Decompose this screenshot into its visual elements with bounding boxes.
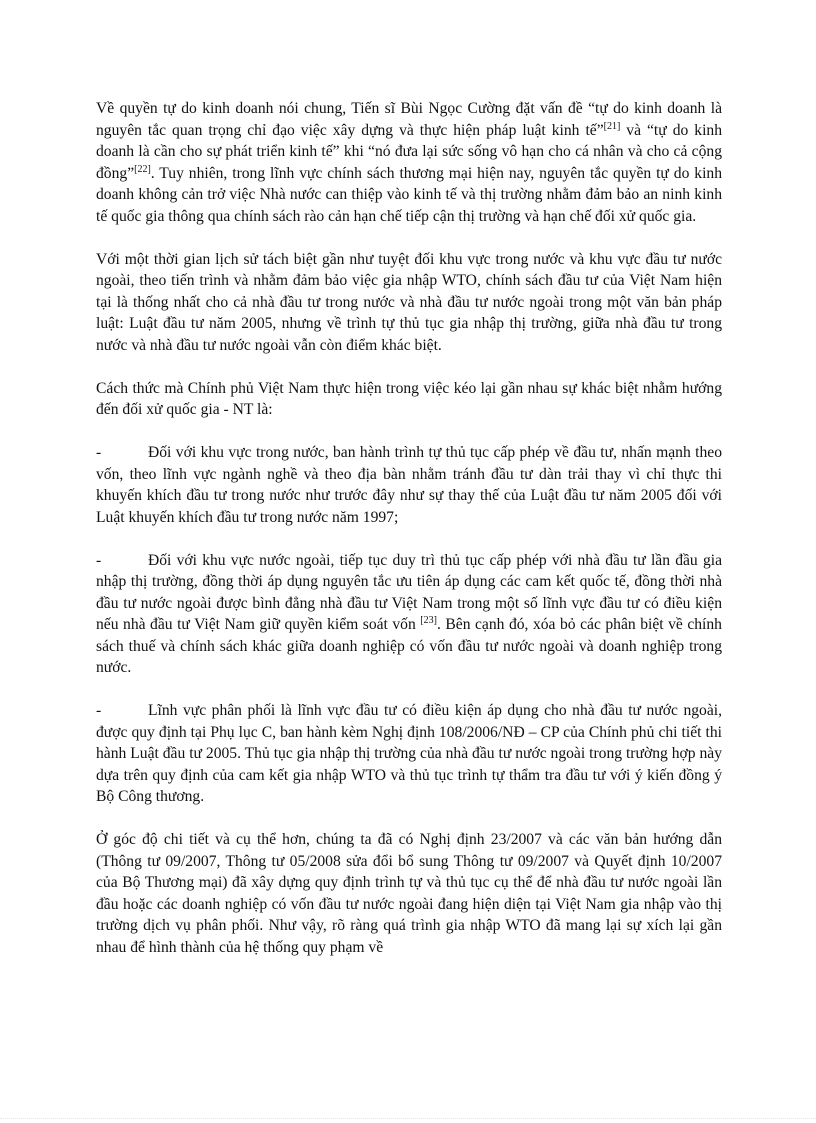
dash-marker: - (96, 444, 102, 461)
bullet-text: Đối với khu vực trong nước, ban hành trình tự thủ tục cấp phép về đầu tư, nhấn mạnh theo vốn, theo lĩnh vực ngành nghề và theo địa bàn nhằm tránh đầu tư dàn trải thay vì chỉ thực thi khuyến khích đầu tư trong nước như trước đây như sự thay thế của Luật đầu tư năm 2005 đối với Luật khuyến khích đầu tư trong nước năm 1997; (96, 444, 722, 526)
footnote-ref-23[interactable]: [23] (420, 615, 437, 626)
bullet-text: Lĩnh vực phân phối là lĩnh vực đầu tư có điều kiện áp dụng cho nhà đầu tư nước ngoài, được quy định tại Phụ lục C, ban hành kèm Nghị định 108/2006/NĐ – CP của Chính phủ chi tiết thi hành Luật đầu tư 2005. Thủ tục gia nhập thị trường của nhà đầu tư nước ngoài trong trường hợp này dựa trên quy định của cam kết gia nhập WTO và thủ tục trình tự thẩm tra đầu tư với ý kiến đồng ý Bộ Công thương. (96, 702, 722, 805)
dash-marker: - (96, 702, 102, 719)
document-body (96, 98, 722, 980)
paragraph-text: . Tuy nhiên, trong lĩnh vực chính sách thương mại hiện nay, nguyên tắc quyền tự do kinh doanh không cản trở việc Nhà nước can thiệp vào kinh tế và thị trường nhằm đảm bảo an ninh kinh tế quốc gia thông qua chính sách rào cản hạn chế tiếp cận thị trường và hạn chế đối xử quốc gia. (96, 164, 722, 225)
bullet-text: . Bên cạnh đó, xóa bỏ các phân biệt về chính sách thuế và chính sách khác giữa doanh nghiệp có vốn đầu tư nước ngoài và doanh nghiệp trong nước. (96, 616, 722, 676)
paragraph-government-approach: Cách thức mà Chính phủ Việt Nam thực hiện trong việc kéo lại gần nhau sự khác biệt nhằm hướng đến đối xử quốc gia - NT là: (96, 379, 722, 418)
bullet-item-distribution (96, 700, 722, 808)
bullet-item-domestic (96, 442, 722, 528)
bullet-item-foreign (96, 550, 722, 679)
paragraph-investment-policy: Với một thời gian lịch sử tách biệt gần như tuyệt đối khu vực trong nước và khu vực đầu tư nước ngoài, theo tiến trình và nhằm đảm bảo việc gia nhập WTO, chính sách đầu tư của Việt Nam hiện tại là thống nhất cho cả nhà đầu tư trong nước và nhà đầu tư nước ngoài trong một văn bản pháp luật: Luật đầu tư năm 2005, nhưng về trình tự thủ tục gia nhập thị trường, giữa nhà đầu tư trong nước và nhà đầu tư nước ngoài vẫn còn điểm khác biệt. (96, 250, 722, 354)
paragraph-closing: Ở góc độ chi tiết và cụ thể hơn, chúng ta đã có Nghị định 23/2007 và các văn bản hướng dẫn (Thông tư 09/2007, Thông tư 05/2008 sửa đổi bổ sung Thông tư 09/2007 và Quyết định 10/2007 của Bộ Thương mại) đã xây dựng quy định trình tự và thủ tục cụ thể để nhà đầu tư nước ngoài lần đầu hoặc các doanh nghiệp có vốn đầu tư nước ngoài đang hiện diện tại Việt Nam gia nhập vào thị trường dịch vụ phân phối. Như vậy, rõ ràng quá trình gia nhập WTO đã mang lại sự xích lại gần nhau để hình thành của hệ thống quy phạm về (96, 831, 722, 956)
page-bottom-divider (0, 1118, 816, 1119)
dash-marker: - (96, 551, 102, 569)
footnote-ref-22[interactable]: [22] (134, 163, 151, 175)
paragraph-text: và “tự do kinh doanh là cần cho sự phát triển kinh tế” khi “nó đưa lại sức sống vô hạn cho cá nhân và cho cả cộng đồng” (96, 121, 722, 182)
footnote-ref-21[interactable]: [21] (603, 120, 621, 132)
bullet-text: Đối với khu vực nước ngoài, tiếp tục duy trì thủ tục cấp phép với nhà đầu tư lần đầu gia nhập thị trường, đồng thời áp dụng nguyên tắc ưu tiên áp dụng các cam kết quốc tế, đồng thời nhà đầu tư nước ngoài được bình đẳng nhà đầu tư Việt Nam trong một số lĩnh vực đầu tư có điều kiện nếu nhà đầu tư Việt Nam giữ quyền kiểm soát vốn (96, 551, 722, 633)
paragraph-text: Về quyền tự do kinh doanh nói chung, Tiến sĩ Bùi Ngọc Cường đặt vấn đề “tự do kinh doanh là nguyên tắc quan trọng chỉ đạo việc xây dựng và thực hiện pháp luật kinh tế” (96, 100, 722, 139)
paragraph-free-business (96, 98, 722, 227)
